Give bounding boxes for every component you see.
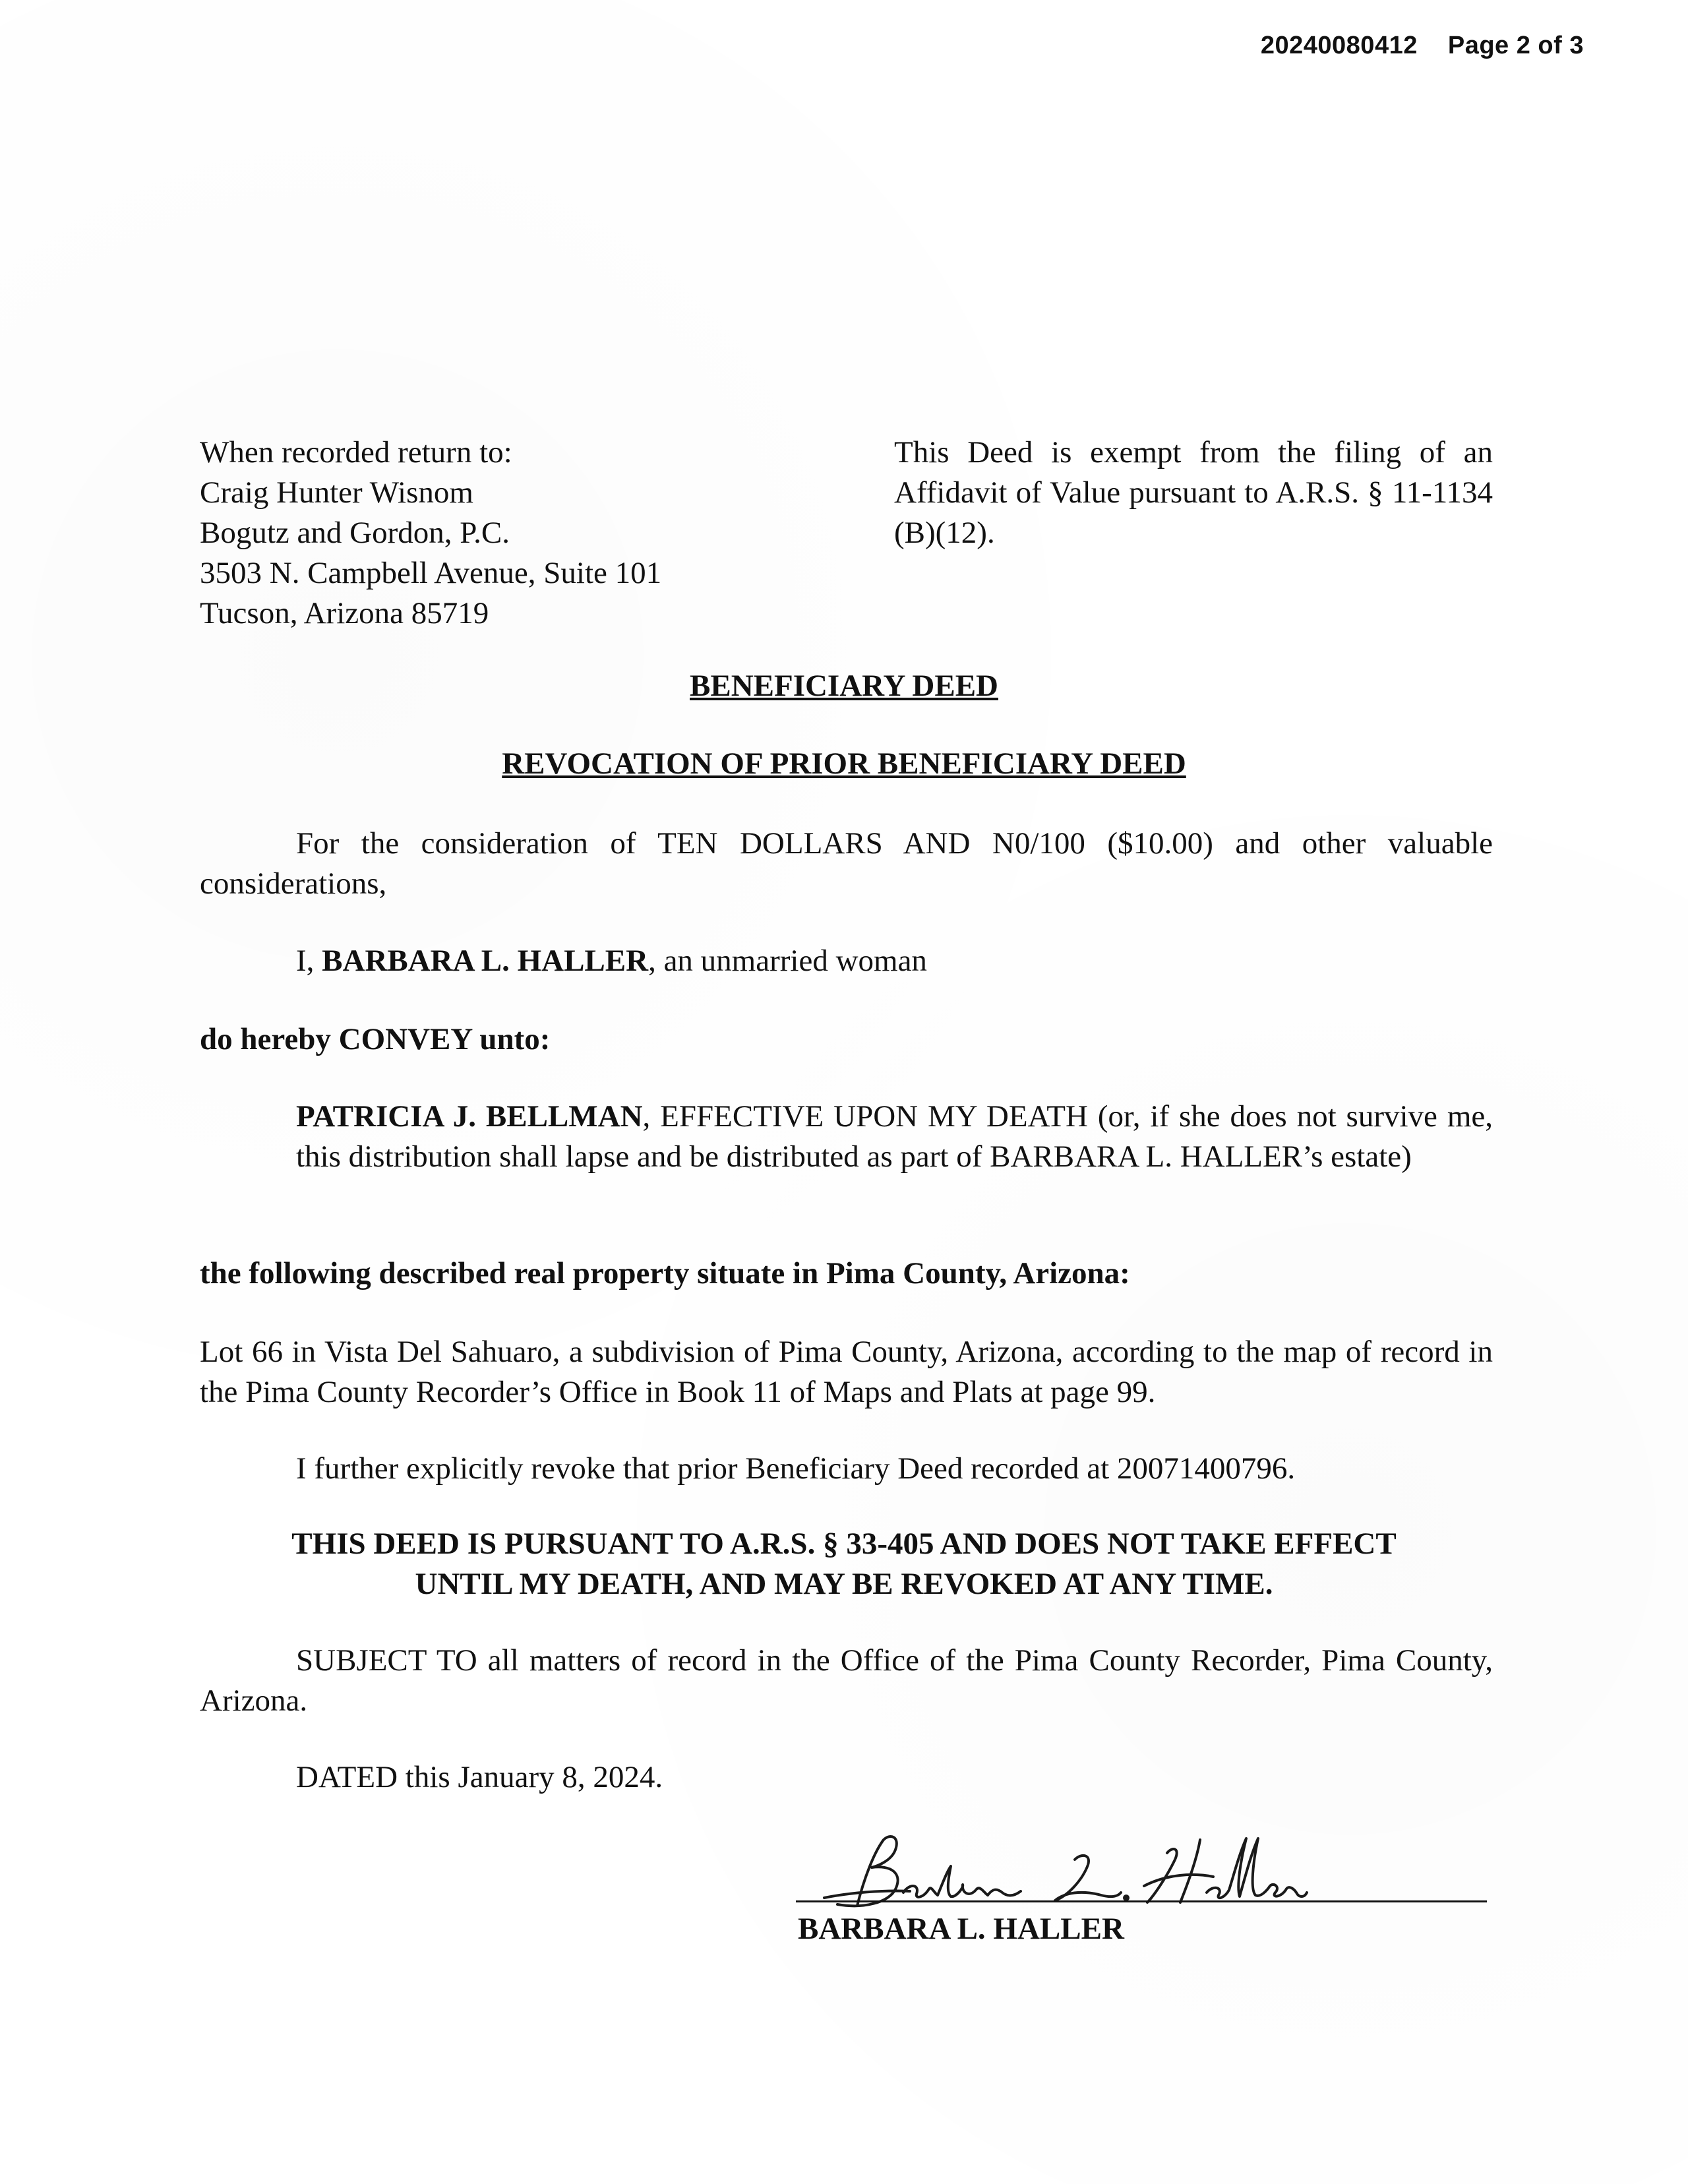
grantee-paragraph xyxy=(296,1097,1493,1177)
grantee-terms: , EFFECTIVE UPON MY DEATH (or, if she does not survive me, this distribution shall lapse and be distributed as part of BARBARA L. HALLER’s estate) xyxy=(296,1099,1493,1174)
return-line: Tucson, Arizona 85719 xyxy=(200,596,489,630)
exemption-notice: This Deed is exempt from the filing of an Affidavit of Value pursuant to A.R.S. § 11-1134 (B)(12). xyxy=(894,435,1493,550)
grantor-description: , an unmarried woman xyxy=(648,944,927,978)
consideration-paragraph: For the consideration of TEN DOLLARS AND N0/100 ($10.00) and other valuable considerations, xyxy=(200,826,1493,901)
grantee-name: PATRICIA J. BELLMAN xyxy=(296,1099,643,1134)
return-line: When recorded return to: xyxy=(200,435,512,470)
legal-description: Lot 66 in Vista Del Sahuaro, a subdivision of Pima County, Arizona, according to the map of record in the Pima County Recorder’s Office in Book 11 of Maps and Plats at page 99. xyxy=(200,1335,1493,1409)
page-indicator: Page 2 of 3 xyxy=(1447,32,1584,59)
property-heading: the following described real property situate in Pima County, Arizona: xyxy=(200,1256,1130,1290)
deed-subtitle: REVOCATION OF PRIOR BENEFICIARY DEED xyxy=(502,746,1186,781)
grantor-name: BARBARA L. HALLER xyxy=(322,944,649,978)
return-line: 3503 N. Campbell Avenue, Suite 101 xyxy=(200,556,662,590)
convey-clause: do hereby CONVEY unto: xyxy=(200,1022,551,1056)
signature-line xyxy=(796,1900,1487,1902)
handwritten-signature xyxy=(811,1827,1312,1919)
statute-line: UNTIL MY DEATH, AND MAY BE REVOKED AT ANY TIME. xyxy=(415,1567,1273,1601)
return-address-block xyxy=(200,433,727,634)
grantor-prefix: I, xyxy=(296,944,322,978)
document-number: 20240080412 xyxy=(1260,32,1418,59)
subject-to-paragraph: SUBJECT TO all matters of record in the Office of the Pima County Recorder, Pima County, Arizona. xyxy=(200,1643,1493,1718)
grantor-paragraph xyxy=(296,941,1493,981)
return-line: Bogutz and Gordon, P.C. xyxy=(200,516,510,550)
statute-notice xyxy=(0,1524,1688,1604)
signatory-name: BARBARA L. HALLER xyxy=(798,1912,1124,1946)
recording-header xyxy=(1261,32,1584,60)
dated-line: DATED this January 8, 2024. xyxy=(296,1760,663,1794)
return-line: Craig Hunter Wisnom xyxy=(200,475,473,510)
deed-title: BENEFICIARY DEED xyxy=(690,669,998,703)
revocation-paragraph: I further explicitly revoke that prior Beneficiary Deed recorded at 20071400796. xyxy=(296,1451,1296,1486)
statute-line: THIS DEED IS PURSUANT TO A.R.S. § 33-405 AND DOES NOT TAKE EFFECT xyxy=(291,1527,1397,1561)
